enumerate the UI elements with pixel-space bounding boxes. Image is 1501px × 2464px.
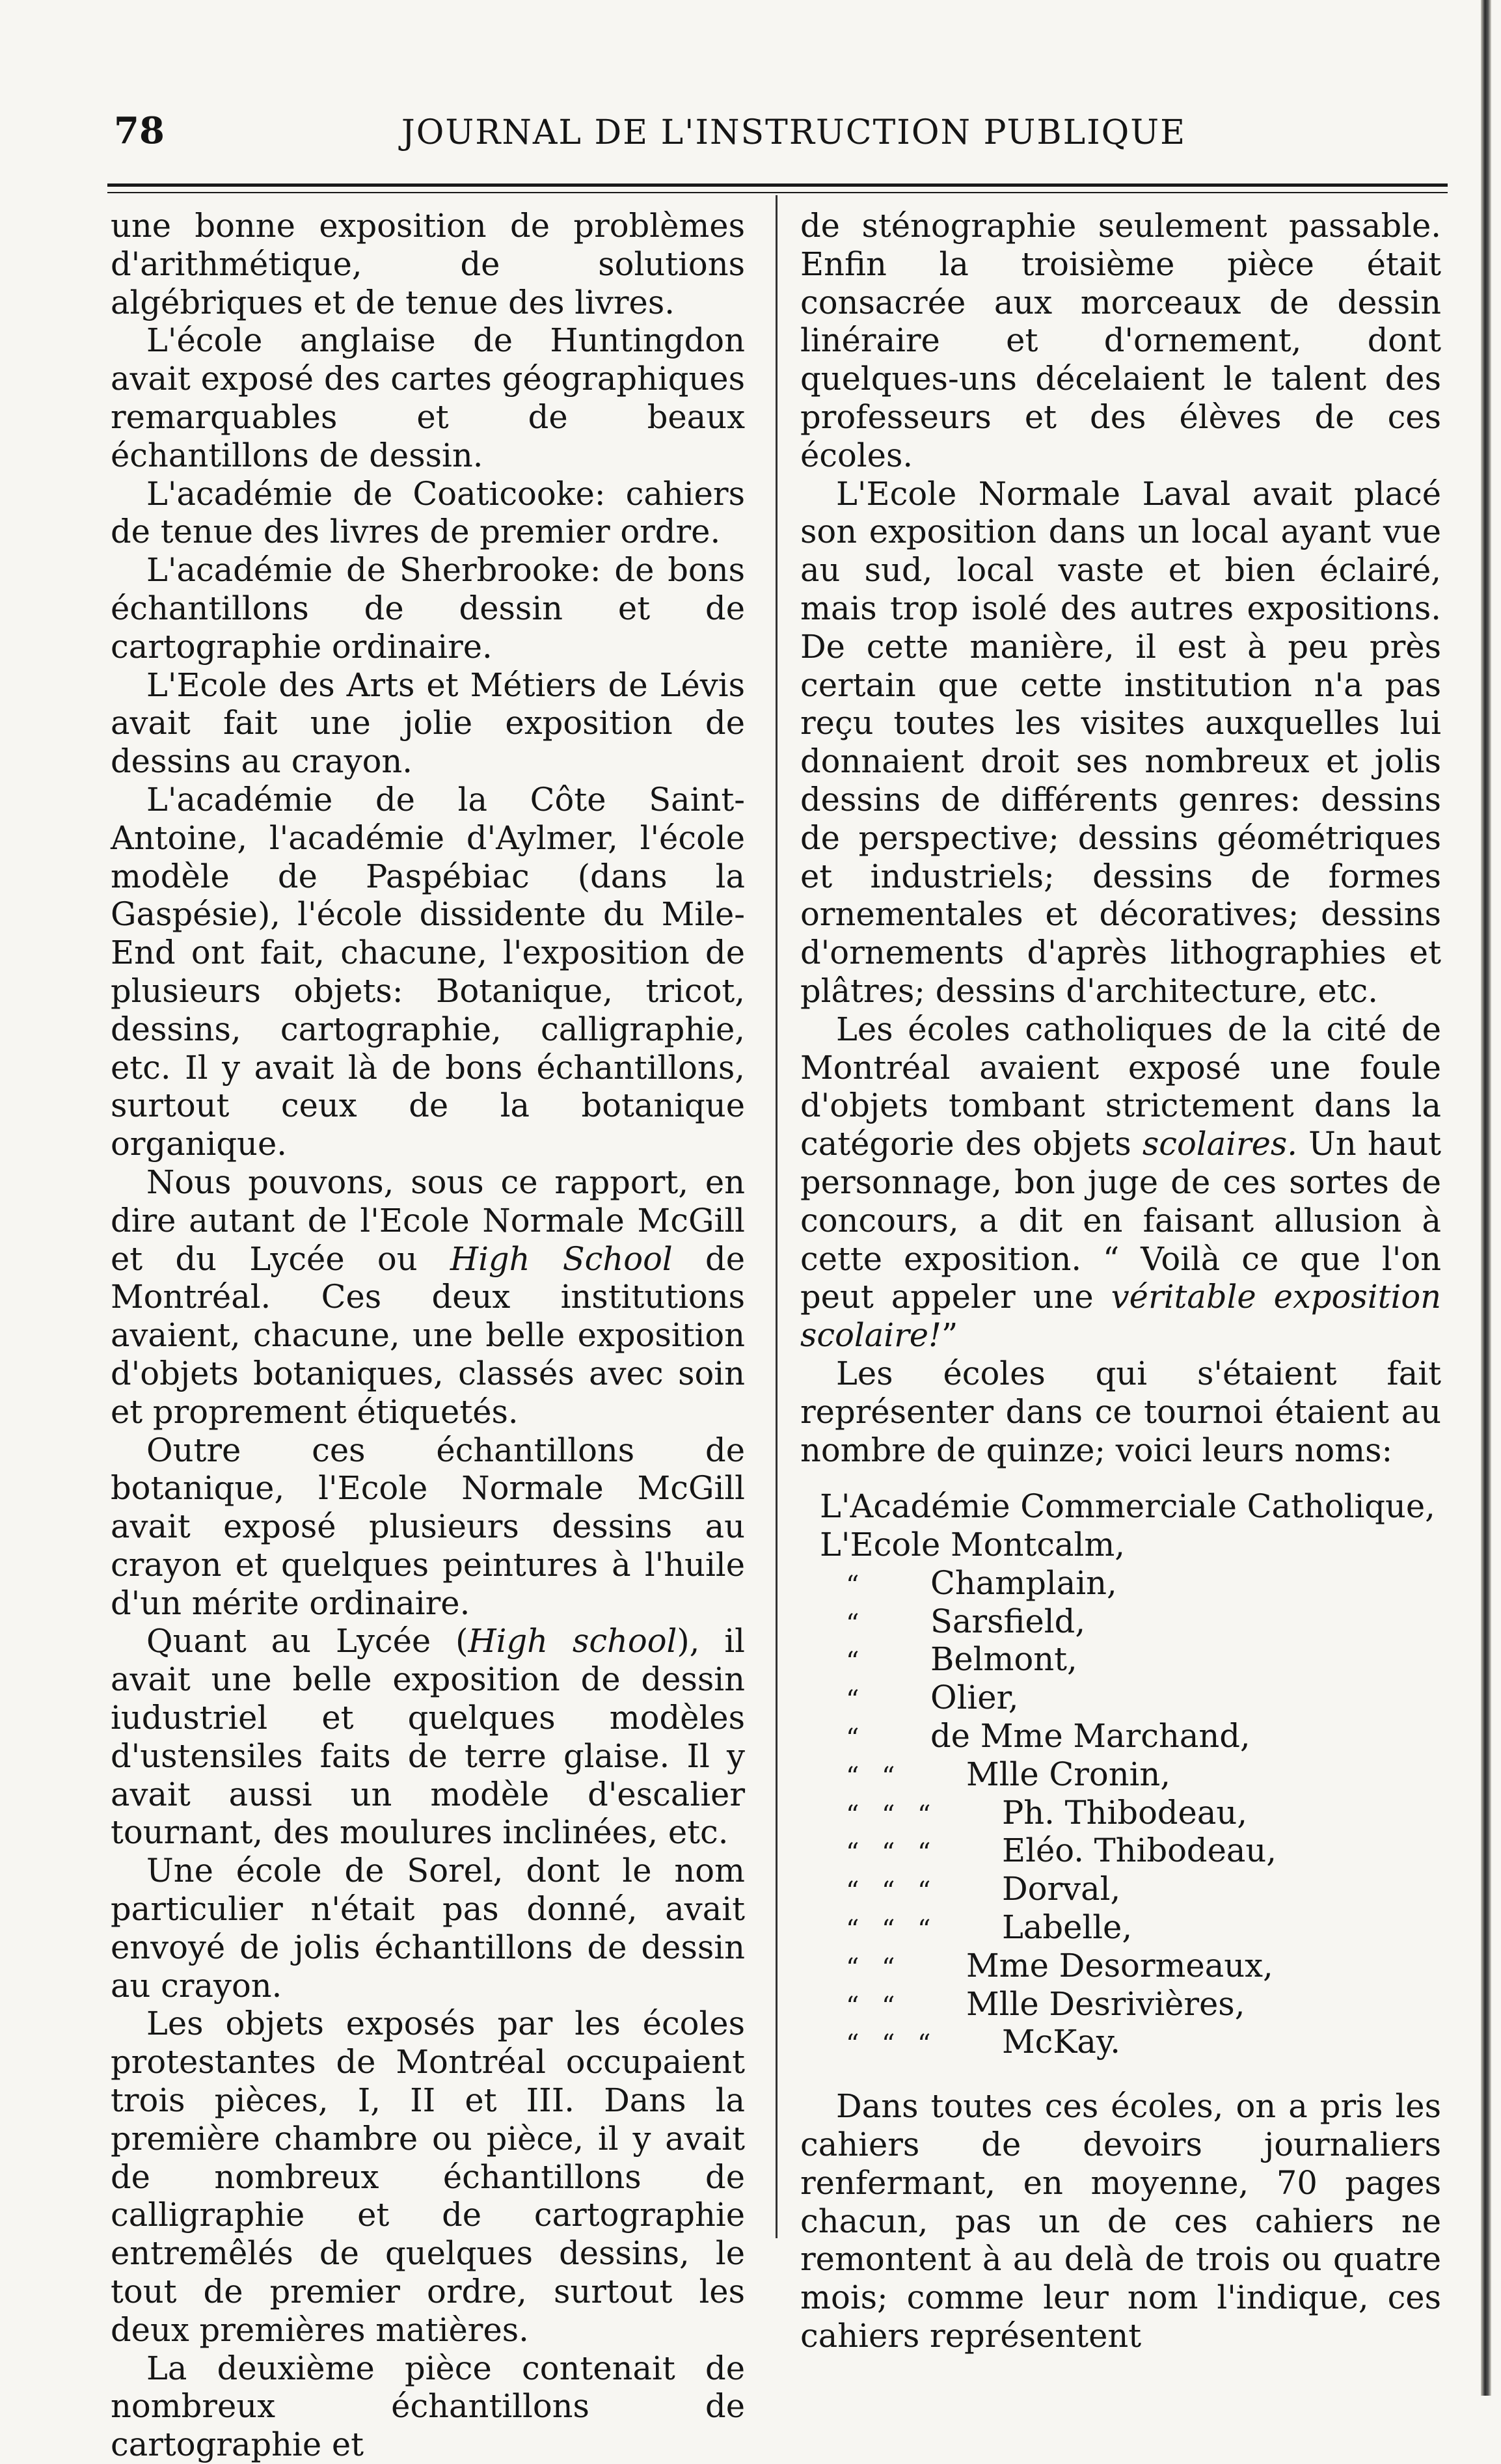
school-list-item — [800, 1603, 1441, 1641]
italic-text: High School — [450, 1239, 673, 1278]
school-name: Dorval, — [1002, 1870, 1121, 1908]
paragraph-text: ” — [941, 1316, 958, 1355]
ditto-mark: “ — [846, 1761, 859, 1792]
ditto-mark: “ — [917, 1915, 931, 1945]
school-name: Ph. Thibodeau, — [1002, 1793, 1247, 1832]
ditto-mark: “ — [846, 2029, 859, 2060]
right-paragraphs-after — [800, 2087, 1441, 2355]
paragraph — [111, 321, 745, 474]
school-name: Mlle Cronin, — [966, 1755, 1171, 1793]
paragraph — [111, 1163, 745, 1431]
school-list-item — [800, 1755, 1441, 1794]
school-list-item: L'Académie Commerciale Catholique, — [820, 1487, 1435, 1526]
school-list-item — [800, 1794, 1441, 1832]
paragraph — [111, 2349, 745, 2464]
paragraph-text: Quant au Lycée ( — [146, 1622, 468, 1660]
paragraph-text: L'académie de Sherbrooke: de bons échantillons de dessin et de cartographie ordinaire. — [111, 551, 745, 666]
page-number: 78 — [114, 109, 165, 152]
paragraph-text: Les objets exposés par les écoles protestantes de Montréal occupaient trois pièces, I, II et III. Dans la première chambre ou pièce, il y avait de nombreux échantillons de calligraphie et de cartographie entremêlés de quelques dessins, le tout de premier ordre, surtout les deux premières matières. — [111, 2005, 745, 2349]
paragraph-text: Les écoles qui s'étaient fait représenter dans ce tournoi étaient au nombre de quinze; voici leurs noms: — [800, 1354, 1441, 1469]
paragraph — [111, 1431, 745, 1623]
header-rule-thin — [107, 192, 1448, 193]
paragraph — [111, 551, 745, 666]
paragraph — [800, 207, 1441, 475]
right-paragraphs-before — [800, 207, 1441, 1469]
paragraph-text: La deuxième pièce contenait de nombreux échantillons de cartographie et — [111, 2349, 745, 2464]
ditto-mark: “ — [917, 1838, 931, 1869]
page-edge — [1481, 0, 1491, 2396]
paragraph-text: L'académie de Coaticooke: cahiers de tenue des livres de premier ordre. — [111, 474, 745, 551]
paragraph-text: de sténographie seulement passable. Enfin la troisième pièce était consacrée aux morceaux de dessin linéraire et d'ornement, dont quelques-uns décelaient le talent des professeurs et des élèves de ces écoles. — [800, 207, 1441, 474]
ditto-mark: “ — [846, 1685, 859, 1716]
paragraph — [111, 1622, 745, 1852]
school-list-item — [800, 1679, 1441, 1717]
school-name: Labelle, — [1002, 1908, 1133, 1947]
paragraph — [800, 475, 1441, 1010]
ditto-mark: “ — [917, 1876, 931, 1907]
ditto-mark: “ — [882, 2029, 895, 2060]
paragraph-text: L'école anglaise de Huntingdon avait exposé des cartes géographiques remarquables et de beaux échantillons de dessin. — [111, 321, 745, 474]
ditto-mark: “ — [846, 1876, 859, 1907]
ditto-mark: “ — [846, 1724, 859, 1754]
ditto-mark: “ — [882, 1838, 895, 1869]
school-name: Mlle Desrivières, — [966, 1984, 1245, 2023]
paragraph — [800, 2087, 1441, 2355]
paragraph — [111, 1852, 745, 2005]
ditto-mark: “ — [882, 1800, 895, 1830]
ditto-mark: “ — [846, 1991, 859, 2022]
school-name: Olier, — [930, 1679, 1019, 1717]
school-list-item — [800, 1947, 1441, 1985]
ditto-mark: “ — [917, 2029, 931, 2060]
school-name: de Mme Marchand, — [930, 1717, 1251, 1755]
school-list-item — [800, 1908, 1441, 1947]
ditto-mark: “ — [846, 1570, 859, 1601]
paragraph — [111, 2005, 745, 2349]
running-title: JOURNAL DE L'INSTRUCTION PUBLIQUE — [401, 113, 1187, 152]
paragraph-text: de Montréal. Ces deux institutions avaient, chacune, une belle exposition d'objets botaniques, classés avec soin et proprement étiquetés. — [111, 1239, 745, 1431]
ditto-mark: “ — [917, 1800, 931, 1830]
school-list — [800, 1487, 1441, 2061]
paragraph-text: ), il avait une belle exposition de dessin iudustriel et quelques modèles d'ustensiles faits de terre glaise. Il y avait aussi un modèle d'escalier tournant, des moulures inclinées, etc. — [111, 1622, 745, 1852]
italic-text: véritable exposition scolaire! — [800, 1278, 1442, 1355]
school-list-item — [800, 2023, 1441, 2061]
paragraph-text: Dans toutes ces écoles, on a pris les cahiers de devoirs journaliers renfermant, en moyenne, 70 pages chacun, pas un de ces cahiers ne remontent à au delà de trois ou quatre mois; comme leur nom l'indique, ces cahiers représentent — [800, 2087, 1441, 2355]
ditto-mark: “ — [846, 1800, 859, 1830]
ditto-mark: “ — [846, 1608, 859, 1639]
school-list-item — [800, 1832, 1441, 1870]
paragraph — [111, 475, 745, 552]
header-rule-thick — [107, 183, 1448, 187]
paragraph — [800, 1355, 1441, 1469]
paragraph-text: une bonne exposition de problèmes d'arithmétique, de solutions algébriques et de tenue des livres. — [111, 207, 745, 321]
school-name: Sarsfield, — [930, 1602, 1086, 1640]
paragraph — [800, 1010, 1441, 1355]
paragraph-text: L'académie de la Côte Saint-Antoine, l'académie d'Aylmer, l'école modèle de Paspébiac (dans la Gaspésie), l'école dissidente du Mile-End ont fait, chacune, l'exposition de plusieurs objets: Botanique, tricot, dessins, cartographie, calligraphie, etc. Il y avait là de bons échantillons, surtout ceux de la botanique organique. — [111, 780, 745, 1163]
school-list-item — [800, 1564, 1441, 1603]
paragraph-text: Un haut personnage, bon juge de ces sortes de concours, a dit en faisant allusion à cette exposition. “ Voilà ce que l'on peut appeler une — [800, 1125, 1441, 1316]
paragraph-text: L'Ecole Normale Laval avait placé son exposition dans un local ayant vue au sud, local vaste et bien éclairé, mais trop isolé des autres expositions. De cette manière, il est à peu près certain que cette institution n'a pas reçu toutes les visites auxquelles lui donnaient droit ses nombreux et jolis dessins de différents genres: dessins de perspective; dessins géométriques et industriels; dessins de formes ornementales et décoratives; dessins d'ornements d'après lithographies et plâtres; dessins d'architecture, etc. — [800, 474, 1441, 1010]
paragraph-text: Nous pouvons, sous ce rapport, en dire autant de l'Ecole Normale McGill et du Lycée ou — [111, 1163, 745, 1278]
paragraph — [111, 666, 745, 781]
school-name: Belmont, — [930, 1640, 1077, 1679]
school-name: Eléo. Thibodeau, — [1002, 1832, 1277, 1870]
school-list-item — [800, 1717, 1441, 1755]
paragraph — [111, 207, 745, 321]
ditto-mark: “ — [846, 1915, 859, 1945]
ditto-mark: “ — [846, 1838, 859, 1869]
ditto-mark: “ — [882, 1991, 895, 2022]
school-list-item — [800, 1985, 1441, 2024]
school-list-item — [800, 1870, 1441, 1908]
ditto-mark: “ — [882, 1953, 895, 1983]
school-name: Mme Desormeaux, — [966, 1946, 1273, 1984]
left-column — [111, 207, 745, 2464]
ditto-mark: “ — [882, 1761, 895, 1792]
column-divider — [776, 195, 778, 2238]
italic-text: scolaires. — [1142, 1125, 1298, 1163]
school-list-item — [800, 1640, 1441, 1679]
paragraph-text: Outre ces échantillons de botanique, l'Ecole Normale McGill avait exposé plusieurs dessins au crayon et quelques peintures à l'huile d'un mérite ordinaire. — [111, 1431, 745, 1622]
school-list-item: L'Ecole Montcalm, — [820, 1526, 1125, 1564]
paragraph-text: L'Ecole des Arts et Métiers de Lévis avait fait une jolie exposition de dessins au crayon. — [111, 666, 745, 781]
ditto-mark: “ — [882, 1915, 895, 1945]
ditto-mark: “ — [846, 1953, 859, 1983]
right-column — [800, 207, 1441, 2355]
paragraph — [111, 781, 745, 1163]
paragraph-text: Une école de Sorel, dont le nom particulier n'était pas donné, avait envoyé de jolis échantillons de dessin au crayon. — [111, 1852, 745, 2005]
school-name: McKay. — [1002, 2023, 1121, 2061]
paragraph-text: Les écoles catholiques de la cité de Montréal avaient exposé une foule d'objets tombant strictement dans la catégorie des objets — [800, 1010, 1441, 1163]
school-name: Champlain, — [930, 1564, 1117, 1602]
ditto-mark: “ — [882, 1876, 895, 1907]
italic-text: High school — [468, 1622, 677, 1660]
ditto-mark: “ — [846, 1647, 859, 1677]
